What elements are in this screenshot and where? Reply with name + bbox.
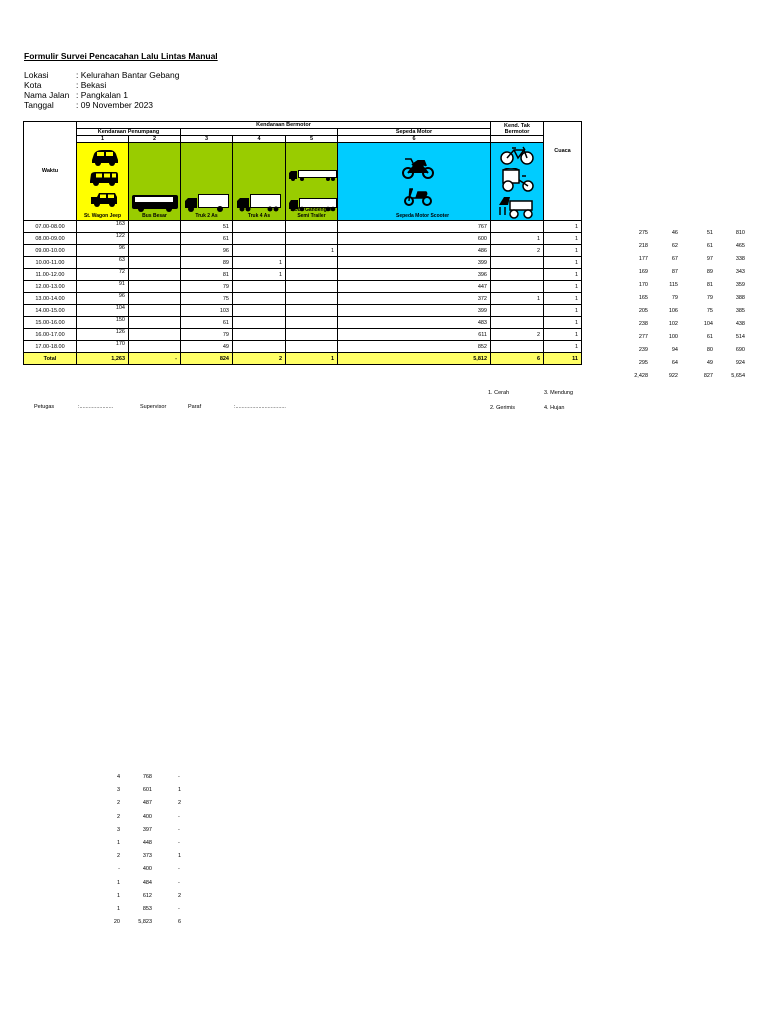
row-cell-c7 [491,305,544,317]
row-cell-c8: 1 [544,305,582,317]
bottom-cell: - [178,906,180,912]
bottom-cell: 448 [142,840,152,846]
side-cell: 94 [671,347,678,353]
meta-value: : 09 November 2023 [76,100,154,110]
bus-icon [131,193,179,213]
vehicle-image-trailer [286,143,338,221]
row-cell-c7: 1 [491,293,544,305]
row-cell-c2 [129,293,181,305]
row-cell-c4 [233,293,286,305]
andong-icon [496,195,538,219]
row-cell-c3: 96 [181,245,233,257]
bottom-cell: 4 [116,774,120,780]
row-cell-c2 [129,257,181,269]
bottom-cell: 2 [178,800,182,807]
row-cell-c1: 104 [77,305,129,317]
row-cell-c4 [233,317,286,329]
row-waktu: 13.00-14.00 [24,293,77,305]
row-cell-c1: 122 [77,233,129,245]
row-cell-c6: 399 [338,257,491,269]
legend-hujan: 4. Hujan [544,405,565,411]
bottom-cell: 2 [178,892,182,899]
header-blank [181,129,338,136]
label-bus: Bus Besar [142,212,167,219]
bottom-cell: 1 [116,906,120,912]
bottom-cell: 397 [142,826,152,833]
bottom-cell: 1 [178,787,182,794]
meta-value: : Bekasi [76,80,107,90]
table-row [24,221,582,233]
row-cell-c4 [233,233,286,245]
row-cell-c5 [286,269,338,281]
bottom-cell: 2 [116,853,120,860]
row-waktu: 08.00-09.00 [24,233,77,245]
row-cell-c3: 79 [181,281,233,293]
total-row [24,353,582,365]
side-cell: 359 [735,282,745,288]
side-cell: 169 [638,269,648,275]
jeep-icon [89,192,119,208]
row-cell-c6: 486 [338,245,491,257]
meta-tanggal [24,100,153,110]
table-row [24,293,582,305]
bottom-cell: - [178,866,180,873]
row-cell-c3: 51 [181,221,233,233]
side-cell: 87 [671,269,678,275]
row-cell-c4 [233,245,286,257]
side-cell: 275 [638,230,648,236]
label-truk2: Truk 2 As [195,212,218,219]
col-number: 5 [286,136,338,143]
becak-icon [500,168,534,192]
total-c7: 6 [491,353,544,365]
side-cell: 177 [638,256,648,262]
row-cell-c8: 1 [544,245,582,257]
row-cell-c2 [129,281,181,293]
row-cell-c6: 611 [338,329,491,341]
truck-2-axle-icon [184,193,230,213]
total-label: Total [24,353,77,365]
total-c3: 824 [181,353,233,365]
data-rows [24,221,582,353]
header-tak-bermotor: Kend. Tak Bermotor [491,122,544,136]
row-cell-c2 [129,233,181,245]
col-number: 2 [129,136,181,143]
row-cell-c7 [491,269,544,281]
vehicle-image-bus [129,143,181,221]
side-cell: 51 [706,230,713,236]
row-cell-c4 [233,329,286,341]
meta-kota [24,80,106,90]
row-cell-c3: 79 [181,329,233,341]
row-cell-c4 [233,305,286,317]
side-cell: 514 [735,334,745,340]
row-cell-c1: 170 [77,341,129,353]
table-row [24,305,582,317]
legend-cerah: 1. Cerah [488,390,510,396]
col-number: 6 [338,136,491,143]
row-cell-c3: 89 [181,257,233,269]
row-cell-c5 [286,305,338,317]
row-cell-c1: 126 [77,329,129,341]
row-cell-c3: 81 [181,269,233,281]
side-cell: 338 [735,256,745,262]
footer-petugas-line: :...................... [78,404,114,410]
side-cell: 690 [735,347,745,353]
row-cell-c2 [129,245,181,257]
car-icon [90,148,120,166]
label-motor: Sepeda Motor Scooter [396,212,450,219]
side-cell: 388 [735,295,745,301]
row-cell-c6: 399 [338,305,491,317]
row-cell-c8: 1 [544,329,582,341]
header-waktu: Waktu [24,122,77,221]
bottom-cell: 2 [116,800,120,807]
bottom-cell: 3 [116,826,120,833]
row-cell-c6: 372 [338,293,491,305]
meta-label: Kota [24,80,42,90]
side-cell: 67 [671,256,678,262]
side-cell: 61 [706,243,713,249]
scooter-icon [404,186,432,206]
row-cell-c1: 96 [77,245,129,257]
bottom-cell: 487 [142,800,152,807]
row-cell-c1: 150 [77,317,129,329]
table-row [24,233,582,245]
bottom-cell: 5,823 [138,919,152,926]
row-cell-c1: 91 [77,281,129,293]
bottom-cell: 400 [142,813,152,820]
row-cell-c1: 96 [77,293,129,305]
row-cell-c4 [233,281,286,293]
meta-label: Nama Jalan [24,90,70,100]
meta-label: Lokasi [24,70,49,80]
side-cell: 89 [706,269,713,275]
footer-paraf-label: Paraf [188,404,202,410]
side-cell: 46 [671,230,678,236]
row-cell-c8: 1 [544,293,582,305]
row-cell-c5 [286,329,338,341]
row-cell-c7: 2 [491,245,544,257]
row-cell-c4 [233,341,286,353]
bottom-cell: - [118,866,120,873]
side-cell: 79 [671,295,678,301]
side-cell: 238 [638,321,648,327]
side-cell: 827 [703,373,713,379]
total-c4: 2 [233,353,286,365]
row-waktu: 09.00-10.00 [24,245,77,257]
row-cell-c3: 103 [181,305,233,317]
row-cell-c1: 63 [77,257,129,269]
row-cell-c6: 600 [338,233,491,245]
side-cell: 81 [706,282,713,288]
side-cell: 295 [638,360,648,366]
bottom-cell: 1 [116,892,120,899]
header-penumpang: Kendaraan Penumpang [77,129,181,136]
side-cell: 239 [638,347,648,353]
table-row [24,317,582,329]
footer-paraf-line: :................................. [234,404,286,410]
side-cell: 2,428 [634,373,648,379]
row-waktu: 16.00-17.00 [24,329,77,341]
bottom-cell: 853 [142,906,152,912]
side-cell: 5,654 [731,373,745,379]
row-cell-c4: 1 [233,257,286,269]
meta-value: : Kelurahan Bantar Gebang [76,70,180,80]
total-c5: 1 [286,353,338,365]
row-cell-c7 [491,281,544,293]
row-cell-c3: 61 [181,233,233,245]
total-c1: 1,263 [77,353,129,365]
bottom-cell: 484 [142,879,152,886]
side-cell: 61 [706,334,713,340]
bicycle-icon [499,145,535,165]
table-row [24,257,582,269]
row-cell-c8: 1 [544,269,582,281]
legend-gerimis: 2. Gerimis [490,405,516,411]
row-cell-c2 [129,221,181,233]
side-cell: 100 [668,334,678,340]
row-cell-c3: 75 [181,293,233,305]
col-number: 4 [233,136,286,143]
side-cell: 102 [668,321,678,327]
bottom-cell: - [178,826,180,833]
row-waktu: 17.00-18.00 [24,341,77,353]
side-cell: 62 [671,243,678,249]
side-cell: 205 [638,308,648,314]
table-row [24,269,582,281]
row-cell-c7 [491,257,544,269]
row-cell-c6: 767 [338,221,491,233]
header-sepeda-motor: Sepeda Motor [338,129,491,136]
station-wagon-icon [88,170,120,186]
header-cuaca: Cuaca [544,122,582,221]
row-cell-c4: 1 [233,269,286,281]
row-waktu: 15.00-16.00 [24,317,77,329]
side-cell: 385 [735,308,745,314]
row-cell-c5 [286,221,338,233]
bottom-cell: 768 [142,774,152,780]
row-waktu: 07.00-08.00 [24,221,77,233]
row-waktu: 12.00-13.00 [24,281,77,293]
row-cell-c8: 1 [544,221,582,233]
row-cell-c6: 447 [338,281,491,293]
side-cell: 922 [668,373,678,379]
row-cell-c7 [491,221,544,233]
row-cell-c2 [129,341,181,353]
col-number: 3 [181,136,233,143]
footer-petugas-label: Petugas [34,404,55,410]
row-cell-c6: 396 [338,269,491,281]
row-cell-c3: 61 [181,317,233,329]
footer-supervisor-label: Supervisor [140,404,167,410]
meta-lokasi [24,70,180,80]
side-cell: 165 [638,295,648,301]
side-cell: 75 [706,308,713,314]
label-trailer: Mobil Gandengan Semi Trailer [290,207,333,219]
row-cell-c7 [491,341,544,353]
bottom-cell: 1 [116,879,120,886]
total-c6: 5,812 [338,353,491,365]
trailer-truck-icon [288,168,338,182]
row-cell-c5 [286,281,338,293]
side-cell: 277 [638,334,648,340]
label-stwagon: St. Wagon Jeep [83,212,122,219]
bottom-cell: 612 [142,892,152,899]
side-cell: 80 [706,347,713,353]
vehicle-image-stwagon [77,143,129,221]
side-cell: 218 [638,243,648,249]
table-row [24,281,582,293]
row-cell-c2 [129,329,181,341]
row-cell-c1: 163 [77,221,129,233]
row-cell-c7: 1 [491,233,544,245]
survey-table [23,121,582,365]
bottom-cell: 400 [142,866,152,873]
row-cell-c2 [129,317,181,329]
row-cell-c6: 852 [338,341,491,353]
bottom-cell: 2 [116,813,120,820]
side-cell: 343 [735,269,745,275]
bottom-cell: 3 [116,787,120,794]
bottom-cell: - [178,879,180,886]
vehicle-image-motor [338,143,491,221]
meta-nama-jalan [24,90,128,100]
bottom-cell: - [178,774,180,780]
row-cell-c3: 49 [181,341,233,353]
side-cell: 49 [706,360,713,366]
row-cell-c5 [286,293,338,305]
row-cell-c5 [286,257,338,269]
side-cell: 170 [638,282,648,288]
row-cell-c8: 1 [544,341,582,353]
bottom-cell: 20 [113,919,120,926]
row-waktu: 14.00-15.00 [24,305,77,317]
row-cell-c8: 1 [544,317,582,329]
bottom-cell: 373 [142,853,152,860]
row-cell-c5: 1 [286,245,338,257]
row-waktu: 11.00-12.00 [24,269,77,281]
side-cell: 106 [668,308,678,314]
row-cell-c8: 1 [544,281,582,293]
meta-value: : Pangkalan 1 [76,90,128,100]
truck-4-axle-icon [236,193,282,213]
vehicle-image-tak-bermotor [491,143,544,221]
row-cell-c2 [129,305,181,317]
row-cell-c5 [286,341,338,353]
table-row [24,329,582,341]
row-cell-c5 [286,233,338,245]
side-cell: 64 [671,360,678,366]
bottom-cell: 1 [178,853,182,860]
motorcycle-icon [402,157,434,179]
bottom-cell: - [178,813,180,820]
header-bermotor: Kendaraan Bermotor [77,122,491,129]
table-row [24,245,582,257]
total-c2: - [129,353,181,365]
side-cell: 79 [706,295,713,301]
row-cell-c2 [129,269,181,281]
row-waktu: 10.00-11.00 [24,257,77,269]
label-truk4: Truk 4 As [247,212,271,219]
total-c8: 11 [544,353,582,365]
side-cell: 115 [669,282,678,288]
bottom-cell: 1 [116,840,120,846]
side-cell: 104 [703,321,713,327]
meta-label: Tanggal [24,100,54,110]
bottom-cell: - [178,840,180,846]
row-cell-c6: 483 [338,317,491,329]
form-title: Formulir Survei Pencacahan Lalu Lintas Manual [24,51,218,61]
table-row [24,341,582,353]
col-number: 1 [77,136,129,143]
bottom-cell: 601 [142,787,152,794]
vehicle-image-truk2 [181,143,233,221]
row-cell-c7 [491,317,544,329]
vehicle-image-truk4 [233,143,286,221]
bottom-cell: 6 [178,919,182,926]
row-cell-c8: 1 [544,233,582,245]
row-cell-c5 [286,317,338,329]
legend-mendung: 3. Mendung [544,390,574,396]
row-cell-c1: 72 [77,269,129,281]
side-cell: 924 [735,360,745,366]
row-cell-c4 [233,221,286,233]
side-cell: 97 [706,256,713,262]
side-cell: 810 [735,230,745,236]
side-cell: 465 [735,243,745,249]
row-cell-c8: 1 [544,257,582,269]
row-cell-c7: 2 [491,329,544,341]
side-cell: 438 [735,321,745,327]
col-number-blank [491,136,544,143]
